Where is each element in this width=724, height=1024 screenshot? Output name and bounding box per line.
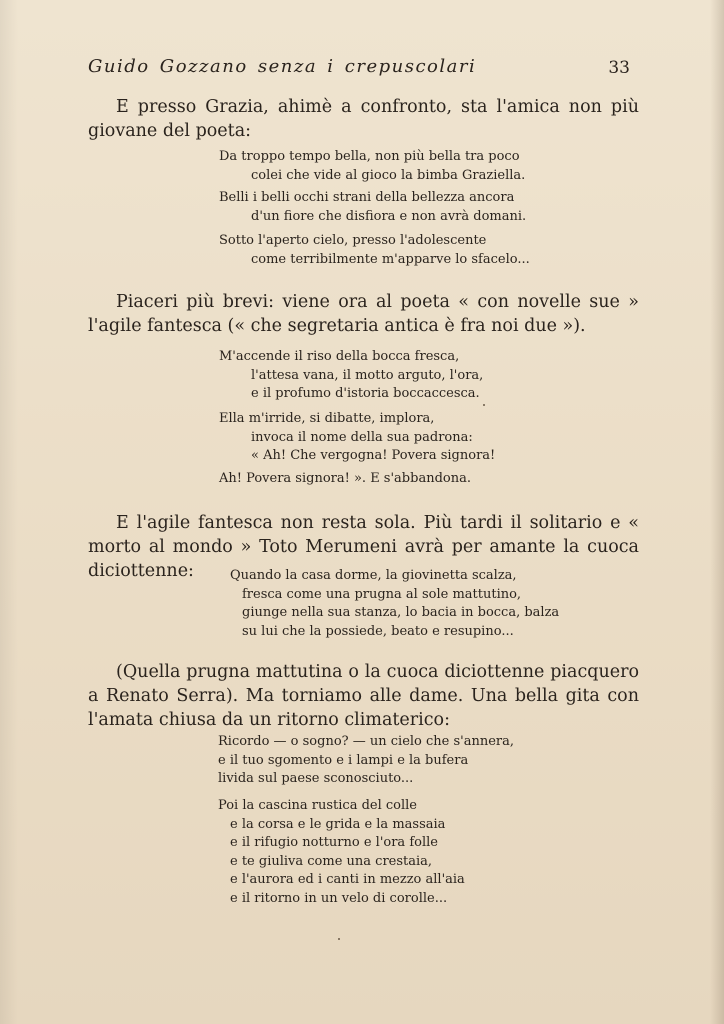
verse-line: fresca come una prugna al sole mattutino,: [242, 586, 522, 602]
verse-line: Ella m'irride, si dibatte, implora,: [219, 411, 435, 426]
paper-speck: [338, 938, 340, 940]
running-header-title: Guido Gozzano senza i crepuscolari: [88, 56, 477, 77]
verse-line: e il profumo d'istoria boccaccesca.: [251, 386, 480, 401]
poem-stanza-1: [219, 148, 525, 185]
page-number: 33: [608, 58, 630, 78]
paragraph-3-text: E l'agile fantesca non resta sola. Più tardi il solitario e « morto al mondo » Toto Merumeni avrà per amante la cuoca diciottenne:: [88, 513, 639, 581]
verse-line: M'accende il riso della bocca fresca,: [219, 349, 460, 364]
verse-line: e la corsa e le grida e la massaia: [230, 816, 446, 832]
verse-line: giunge nella sua stanza, lo bacia in bocca, balza: [242, 605, 560, 620]
verse-line: Belli i belli occhi strani della bellezza ancora: [219, 190, 515, 205]
poem-stanza-6: [219, 470, 471, 489]
verse-line: « Ah! Che vergogna! Povera signora!: [251, 448, 496, 463]
verse-line: Sotto l'aperto cielo, presso l'adolescente: [219, 233, 487, 248]
paragraph-4: [88, 660, 639, 732]
verse-line: e il ritorno in un velo di corolle...: [230, 890, 448, 906]
poem-stanza-8: [218, 733, 514, 789]
poem-stanza-2: [219, 189, 526, 226]
verse-line: colei che vide al gioco la bimba Graziella.: [251, 167, 526, 183]
verse-line: Ricordo — o sogno? — un cielo che s'annera,: [218, 734, 515, 749]
poem-stanza-5: [219, 410, 495, 466]
poem-stanza-9: [218, 797, 465, 908]
verse-line: d'un fiore che disfiora e non avrà domani.: [251, 208, 527, 224]
verse-line: Da troppo tempo bella, non più bella tra poco: [219, 149, 520, 164]
verse-line: e il tuo sgomento e i lampi e la bufera: [218, 752, 469, 768]
poem-stanza-7: [230, 567, 559, 641]
paper-speck: [483, 404, 485, 406]
verse-line: Poi la cascina rustica del colle: [218, 798, 417, 813]
verse-line: invoca il nome della sua padrona:: [251, 429, 473, 445]
verse-line: Ah! Povera signora! ». E s'abbandona.: [219, 471, 471, 486]
verse-line: e l'aurora ed i canti in mezzo all'aia: [230, 872, 465, 887]
verse-line: e il rifugio notturno e l'ora folle: [230, 835, 438, 850]
verse-line: su lui che la possiede, beato e resupino...: [242, 623, 514, 639]
paragraph-1: [88, 95, 639, 143]
paragraph-2: [88, 290, 639, 338]
poem-stanza-3: [219, 232, 530, 269]
paragraph-4-text: (Quella prugna mattutina o la cuoca diciottenne piacquero a Renato Serra). Ma torniamo alle dame. Una bella gita con l'amata chiusa da un ritorno climaterico:: [88, 662, 639, 730]
verse-line: Quando la casa dorme, la giovinetta scalza,: [230, 568, 517, 583]
page-spine-shadow: [710, 0, 724, 1024]
verse-line: l'attesa vana, il motto arguto, l'ora,: [251, 367, 484, 383]
verse-line: come terribilmente m'apparve lo sfacelo...: [251, 251, 530, 267]
poem-stanza-4: [219, 348, 483, 404]
verse-line: e te giuliva come una crestaia,: [230, 853, 433, 869]
paragraph-2-text: Piaceri più brevi: viene ora al poeta « con novelle sue » l'agile fantesca (« che segretaria antica è fra noi due »).: [88, 292, 639, 336]
verse-line: livida sul paese sconosciuto...: [218, 771, 414, 786]
paragraph-1-text: E presso Grazia, ahimè a confronto, sta l'amica non più giovane del poeta:: [88, 97, 639, 141]
